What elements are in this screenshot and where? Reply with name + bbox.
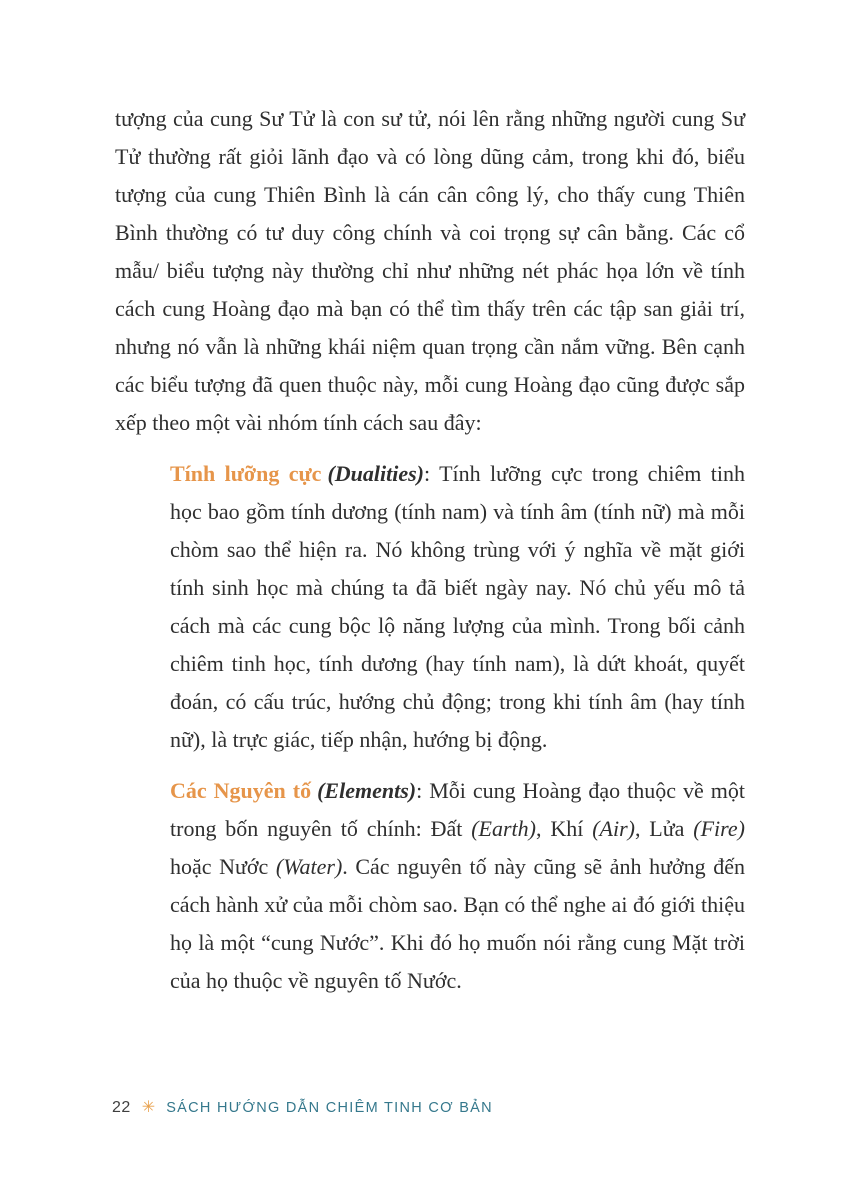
duality-heading: Tính lưỡng cực	[170, 461, 322, 486]
page-number: 22	[112, 1099, 131, 1116]
elements-body-segment: . Các nguyên tố này cũng sẽ ảnh hưởng đến cách hành xử của mỗi chòm sao. Bạn có thể nghe ai đó giới thiệu họ là một “cung Nước”. Khi đó họ muốn nói rằng cung Mặt trời của họ thuộc về nguyên tố Nước.	[170, 854, 745, 993]
duality-colon: :	[424, 461, 440, 486]
duality-heading-english: (Dualities)	[327, 461, 425, 486]
elements-term-air: (Air)	[592, 816, 635, 841]
elements-term-fire: (Fire)	[693, 816, 746, 841]
elements-heading-english: (Elements)	[317, 778, 417, 803]
page-footer	[112, 1099, 493, 1117]
elements-block	[170, 772, 745, 1000]
book-title: SÁCH HƯỚNG DẪN CHIÊM TINH CƠ BẢN	[166, 1100, 493, 1116]
elements-body-segment: , Lửa	[634, 816, 694, 841]
elements-body-segment: hoặc Nước	[170, 854, 276, 879]
star-icon: ✳	[141, 1099, 156, 1116]
elements-term-water: (Water)	[275, 854, 343, 879]
elements-body-segment: , Khí	[535, 816, 593, 841]
elements-term-earth: (Earth)	[471, 816, 536, 841]
intro-paragraph: tượng của cung Sư Tử là con sư tử, nói lên rằng những người cung Sư Tử thường rất giỏi lãnh đạo và có lòng dũng cảm, trong khi đó, biểu tượng của cung Thiên Bình là cán cân công lý, cho thấy cung Thiên Bình thường có tư duy công chính và coi trọng sự cân bằng. Các cổ mẫu/ biểu tượng này thường chỉ như những nét phác họa lớn về tính cách cung Hoàng đạo mà bạn có thể tìm thấy trên các tập san giải trí, nhưng nó vẫn là những khái niệm quan trọng cần nắm vững. Bên cạnh các biểu tượng đã quen thuộc này, mỗi cung Hoàng đạo cũng được sắp xếp theo một vài nhóm tính cách sau đây:	[115, 106, 745, 435]
elements-heading: Các Nguyên tố	[170, 778, 312, 803]
duality-block	[170, 455, 745, 759]
elements-colon: :	[416, 778, 430, 803]
duality-body-text: Tính lưỡng cực trong chiêm tinh học bao gồm tính dương (tính nam) và tính âm (tính nữ) mà mỗi chòm sao thể hiện ra. Nó không trùng với ý nghĩa về mặt giới tính sinh học mà chúng ta đã biết ngày nay. Nó chủ yếu mô tả cách mà các cung bộc lộ năng lượng của mình. Trong bối cảnh chiêm tinh học, tính dương (hay tính nam), là dứt khoát, quyết đoán, có cấu trúc, hướng chủ động; trong khi tính âm (hay tính nữ), là trực giác, tiếp nhận, hướng bị động.	[170, 461, 745, 752]
elements-body-segment: Mỗi cung Hoàng đạo thuộc về một trong bốn nguyên tố chính: Đất	[170, 778, 745, 841]
page-content	[115, 100, 745, 1000]
